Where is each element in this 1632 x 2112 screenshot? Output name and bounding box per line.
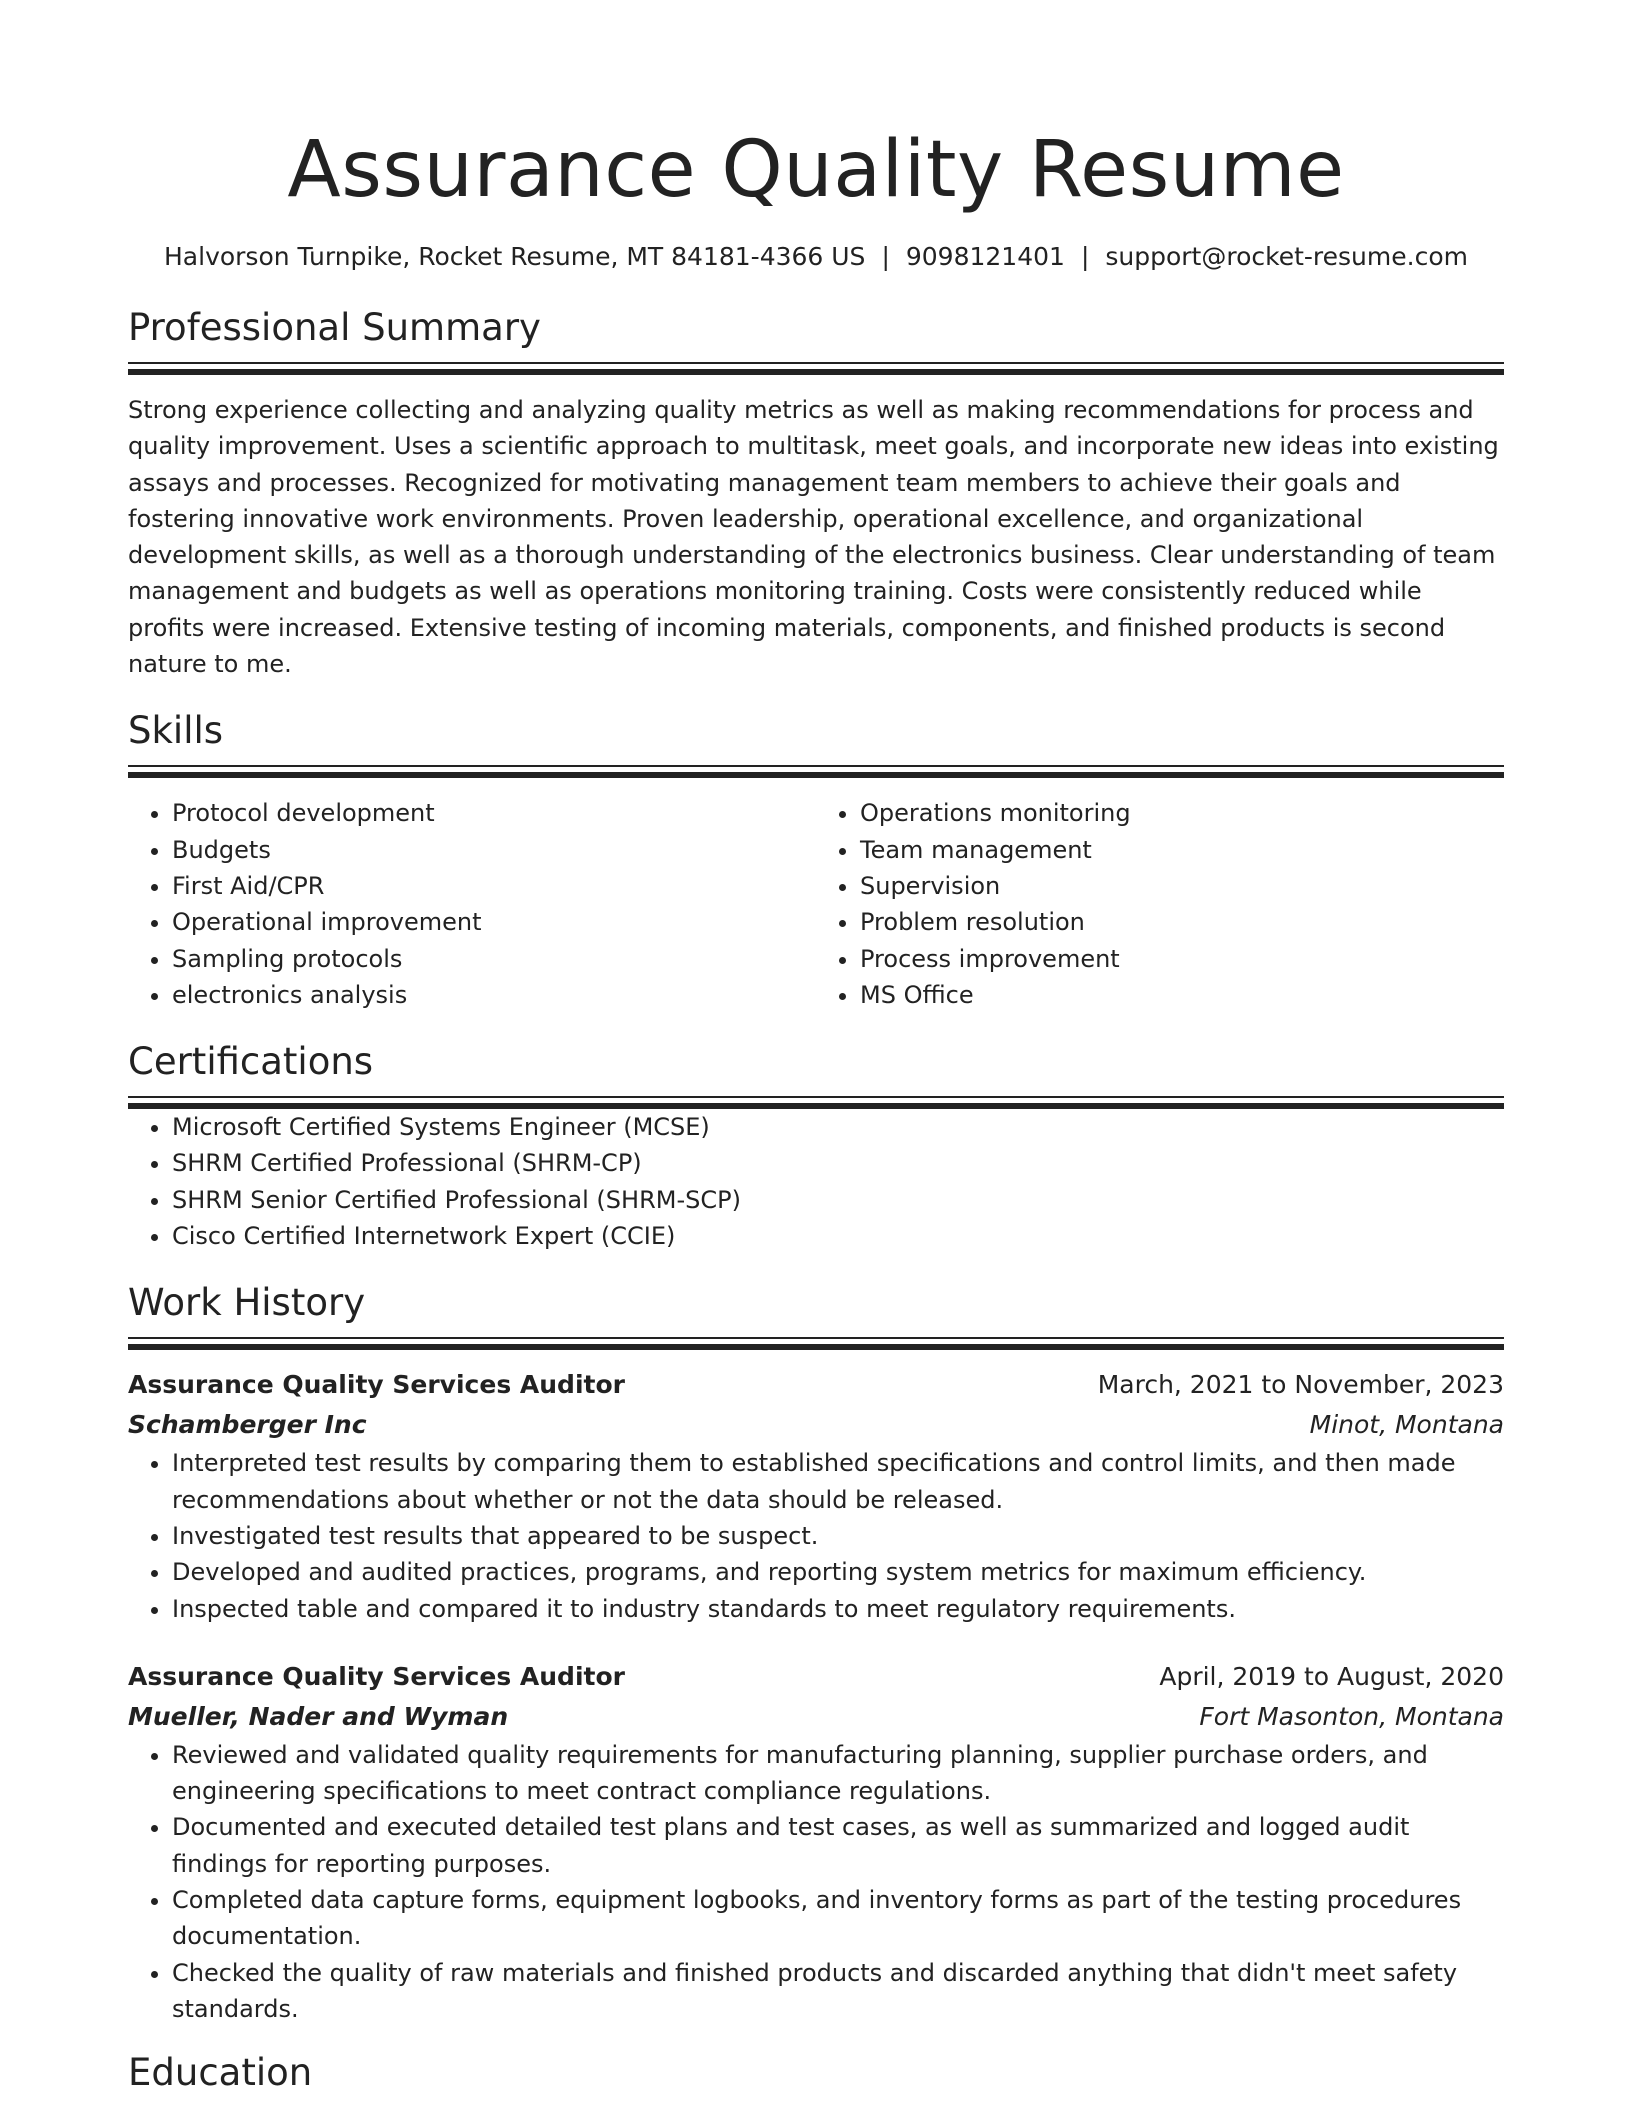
job-subheader <box>128 1697 1504 1737</box>
skill-item: • Protocol development <box>172 795 816 831</box>
job-entry <box>128 1365 1504 1626</box>
job-subheader <box>128 1405 1504 1445</box>
section-divider <box>128 362 1504 375</box>
skill-item: • First Aid/CPR <box>172 868 816 904</box>
section-divider <box>128 1096 1504 1109</box>
contact-phone: 9098121401 <box>905 242 1065 271</box>
job-duty-item: • Interpreted test results by comparing them to established specifications and control limits, and then made recommendations about whether or not the data should be released. <box>172 1445 1504 1518</box>
job-duty-item: • Completed data capture forms, equipment logbooks, and inventory forms as part of the testing procedures documentation. <box>172 1882 1504 1955</box>
contact-separator: | <box>1080 242 1090 271</box>
skill-item: • Budgets <box>172 832 816 868</box>
certification-item: • Microsoft Certified Systems Engineer (MCSE) <box>172 1109 1504 1145</box>
job-duty-item: • Checked the quality of raw materials and finished products and discarded anything that didn't meet safety standards. <box>172 1955 1504 2028</box>
skills-heading: Skills <box>128 709 224 753</box>
certification-item: • SHRM Senior Certified Professional (SHRM-SCP) <box>172 1182 1504 1218</box>
certification-item: • Cisco Certified Internetwork Expert (CCIE) <box>172 1218 1504 1254</box>
job-company: Schamberger Inc <box>128 1410 367 1440</box>
skill-item: • Operations monitoring <box>860 795 1504 831</box>
job-duty-item: • Investigated test results that appeared to be suspect. <box>172 1518 1504 1554</box>
certification-item: • SHRM Certified Professional (SHRM-CP) <box>172 1145 1504 1181</box>
certifications-list <box>128 1109 1504 1254</box>
skill-item: • Team management <box>860 832 1504 868</box>
job-duty-item: • Inspected table and compared it to industry standards to meet regulatory requirements. <box>172 1591 1504 1627</box>
job-title: Assurance Quality Services Auditor <box>128 1370 625 1400</box>
summary-text: Strong experience collecting and analyzing quality metrics as well as making recommendations for process and quality improvement. Uses a scientific approach to multitask, meet goals, and incorporate new ideas into existing assays and processes. Recognized for motivating management team members to achieve their goals and fostering innovative work environments. Proven leadership, operational excellence, and organizational development skills, as well as a thorough understanding of the electronics business. Clear understanding of team management and budgets as well as operations monitoring training. Costs were consistently reduced while profits were increased. Extensive testing of incoming materials, components, and finished products is second nature to me. <box>128 396 1499 679</box>
job-title: Assurance Quality Services Auditor <box>128 1661 625 1691</box>
job-location: Minot, Montana <box>1309 1410 1504 1440</box>
job-location: Fort Masonton, Montana <box>1199 1701 1504 1731</box>
work-history-section <box>128 1279 1504 2027</box>
job-duty-item: • Reviewed and validated quality requirements for manufacturing planning, supplier purchase orders, and engineering specifications to meet contract compliance regulations. <box>172 1737 1504 1810</box>
skill-item: • MS Office <box>860 977 1504 1013</box>
job-duty-item: • Documented and executed detailed test plans and test cases, as well as summarized and logged audit findings for reporting purposes. <box>172 1809 1504 1882</box>
skill-item: • Sampling protocols <box>172 941 816 977</box>
job-header <box>128 1365 1504 1405</box>
skill-item: • Operational improvement <box>172 904 816 940</box>
contact-email: support@rocket-resume.com <box>1105 242 1468 271</box>
contact-line <box>128 240 1504 274</box>
skills-columns <box>128 795 1504 1013</box>
skills-section <box>128 707 1504 1013</box>
education-heading: Education <box>128 2051 313 2095</box>
section-divider <box>128 1337 1504 1350</box>
job-dates: March, 2021 to November, 2023 <box>1097 1370 1504 1400</box>
skills-left-list <box>128 795 816 1013</box>
job-company: Mueller, Nader and Wyman <box>128 1701 509 1731</box>
resume-title: Assurance Quality Resume <box>287 125 1345 215</box>
job-header <box>128 1657 1504 1697</box>
section-divider <box>128 765 1504 778</box>
summary-heading: Professional Summary <box>128 306 541 349</box>
job-dates: April, 2019 to August, 2020 <box>1159 1661 1504 1691</box>
contact-separator: | <box>881 242 890 271</box>
contact-address: Halvorson Turnpike, Rocket Resume, MT 84181-4366 US <box>164 242 866 271</box>
job-entry <box>128 1657 1504 2027</box>
education-section <box>128 2049 1504 2097</box>
summary-section <box>128 304 1504 682</box>
job-duty-item: • Developed and audited practices, programs, and reporting system metrics for maximum efficiency. <box>172 1554 1504 1590</box>
work-history-heading: Work History <box>128 1281 366 1325</box>
skills-right-list <box>816 795 1504 1013</box>
skill-item: • Problem resolution <box>860 904 1504 940</box>
job-duties-list <box>128 1445 1504 1626</box>
job-duties-list <box>128 1737 1504 2027</box>
skill-item: • Process improvement <box>860 941 1504 977</box>
skill-item: • electronics analysis <box>172 977 816 1013</box>
certifications-section <box>128 1038 1504 1254</box>
certifications-heading: Certifications <box>128 1040 374 1084</box>
skill-item: • Supervision <box>860 868 1504 904</box>
